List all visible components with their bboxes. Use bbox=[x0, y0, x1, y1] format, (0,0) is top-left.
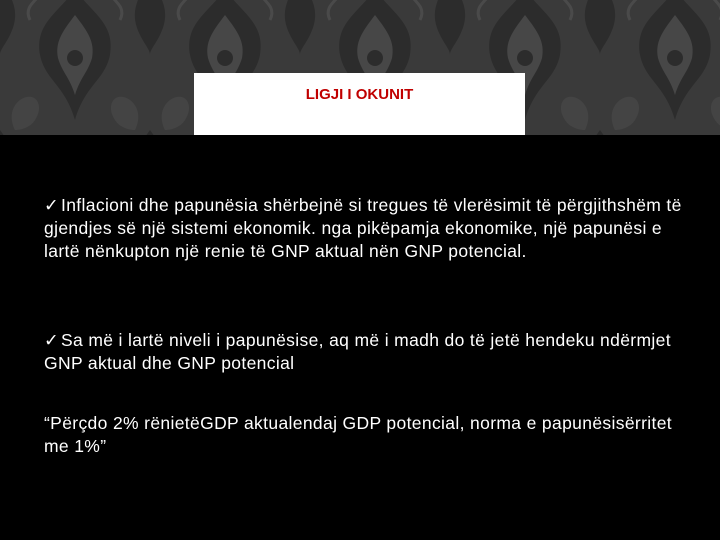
paragraph-3 bbox=[44, 412, 684, 458]
paragraph-1-text: Inflacioni dhe papunësia shërbejnë si tregues të vlerësimit të përgjithshëm të gjendjes së një sistemi ekonomik. nga pikëpamja ekonomike, një papunësi e lartë nënkupton një renie të GNP aktual nën GNP potencial. bbox=[44, 195, 682, 261]
paragraph-3-text: “Përçdo 2% rënietëGDP aktualendaj GDP potencial, norma e papunësisërritet me 1%” bbox=[44, 413, 673, 456]
paragraph-1 bbox=[44, 194, 684, 263]
paragraph-2-text: Sa më i lartë niveli i papunësise, aq më i madh do të jetë hendeku ndërmjet GNP aktual dhe GNP potencial bbox=[44, 330, 671, 373]
checkmark-icon: ✓ bbox=[44, 195, 60, 215]
paragraph-2 bbox=[44, 329, 684, 375]
slide-title: LIGJI I OKUNIT bbox=[305, 86, 414, 103]
checkmark-icon: ✓ bbox=[44, 330, 60, 350]
title-box bbox=[194, 73, 525, 135]
